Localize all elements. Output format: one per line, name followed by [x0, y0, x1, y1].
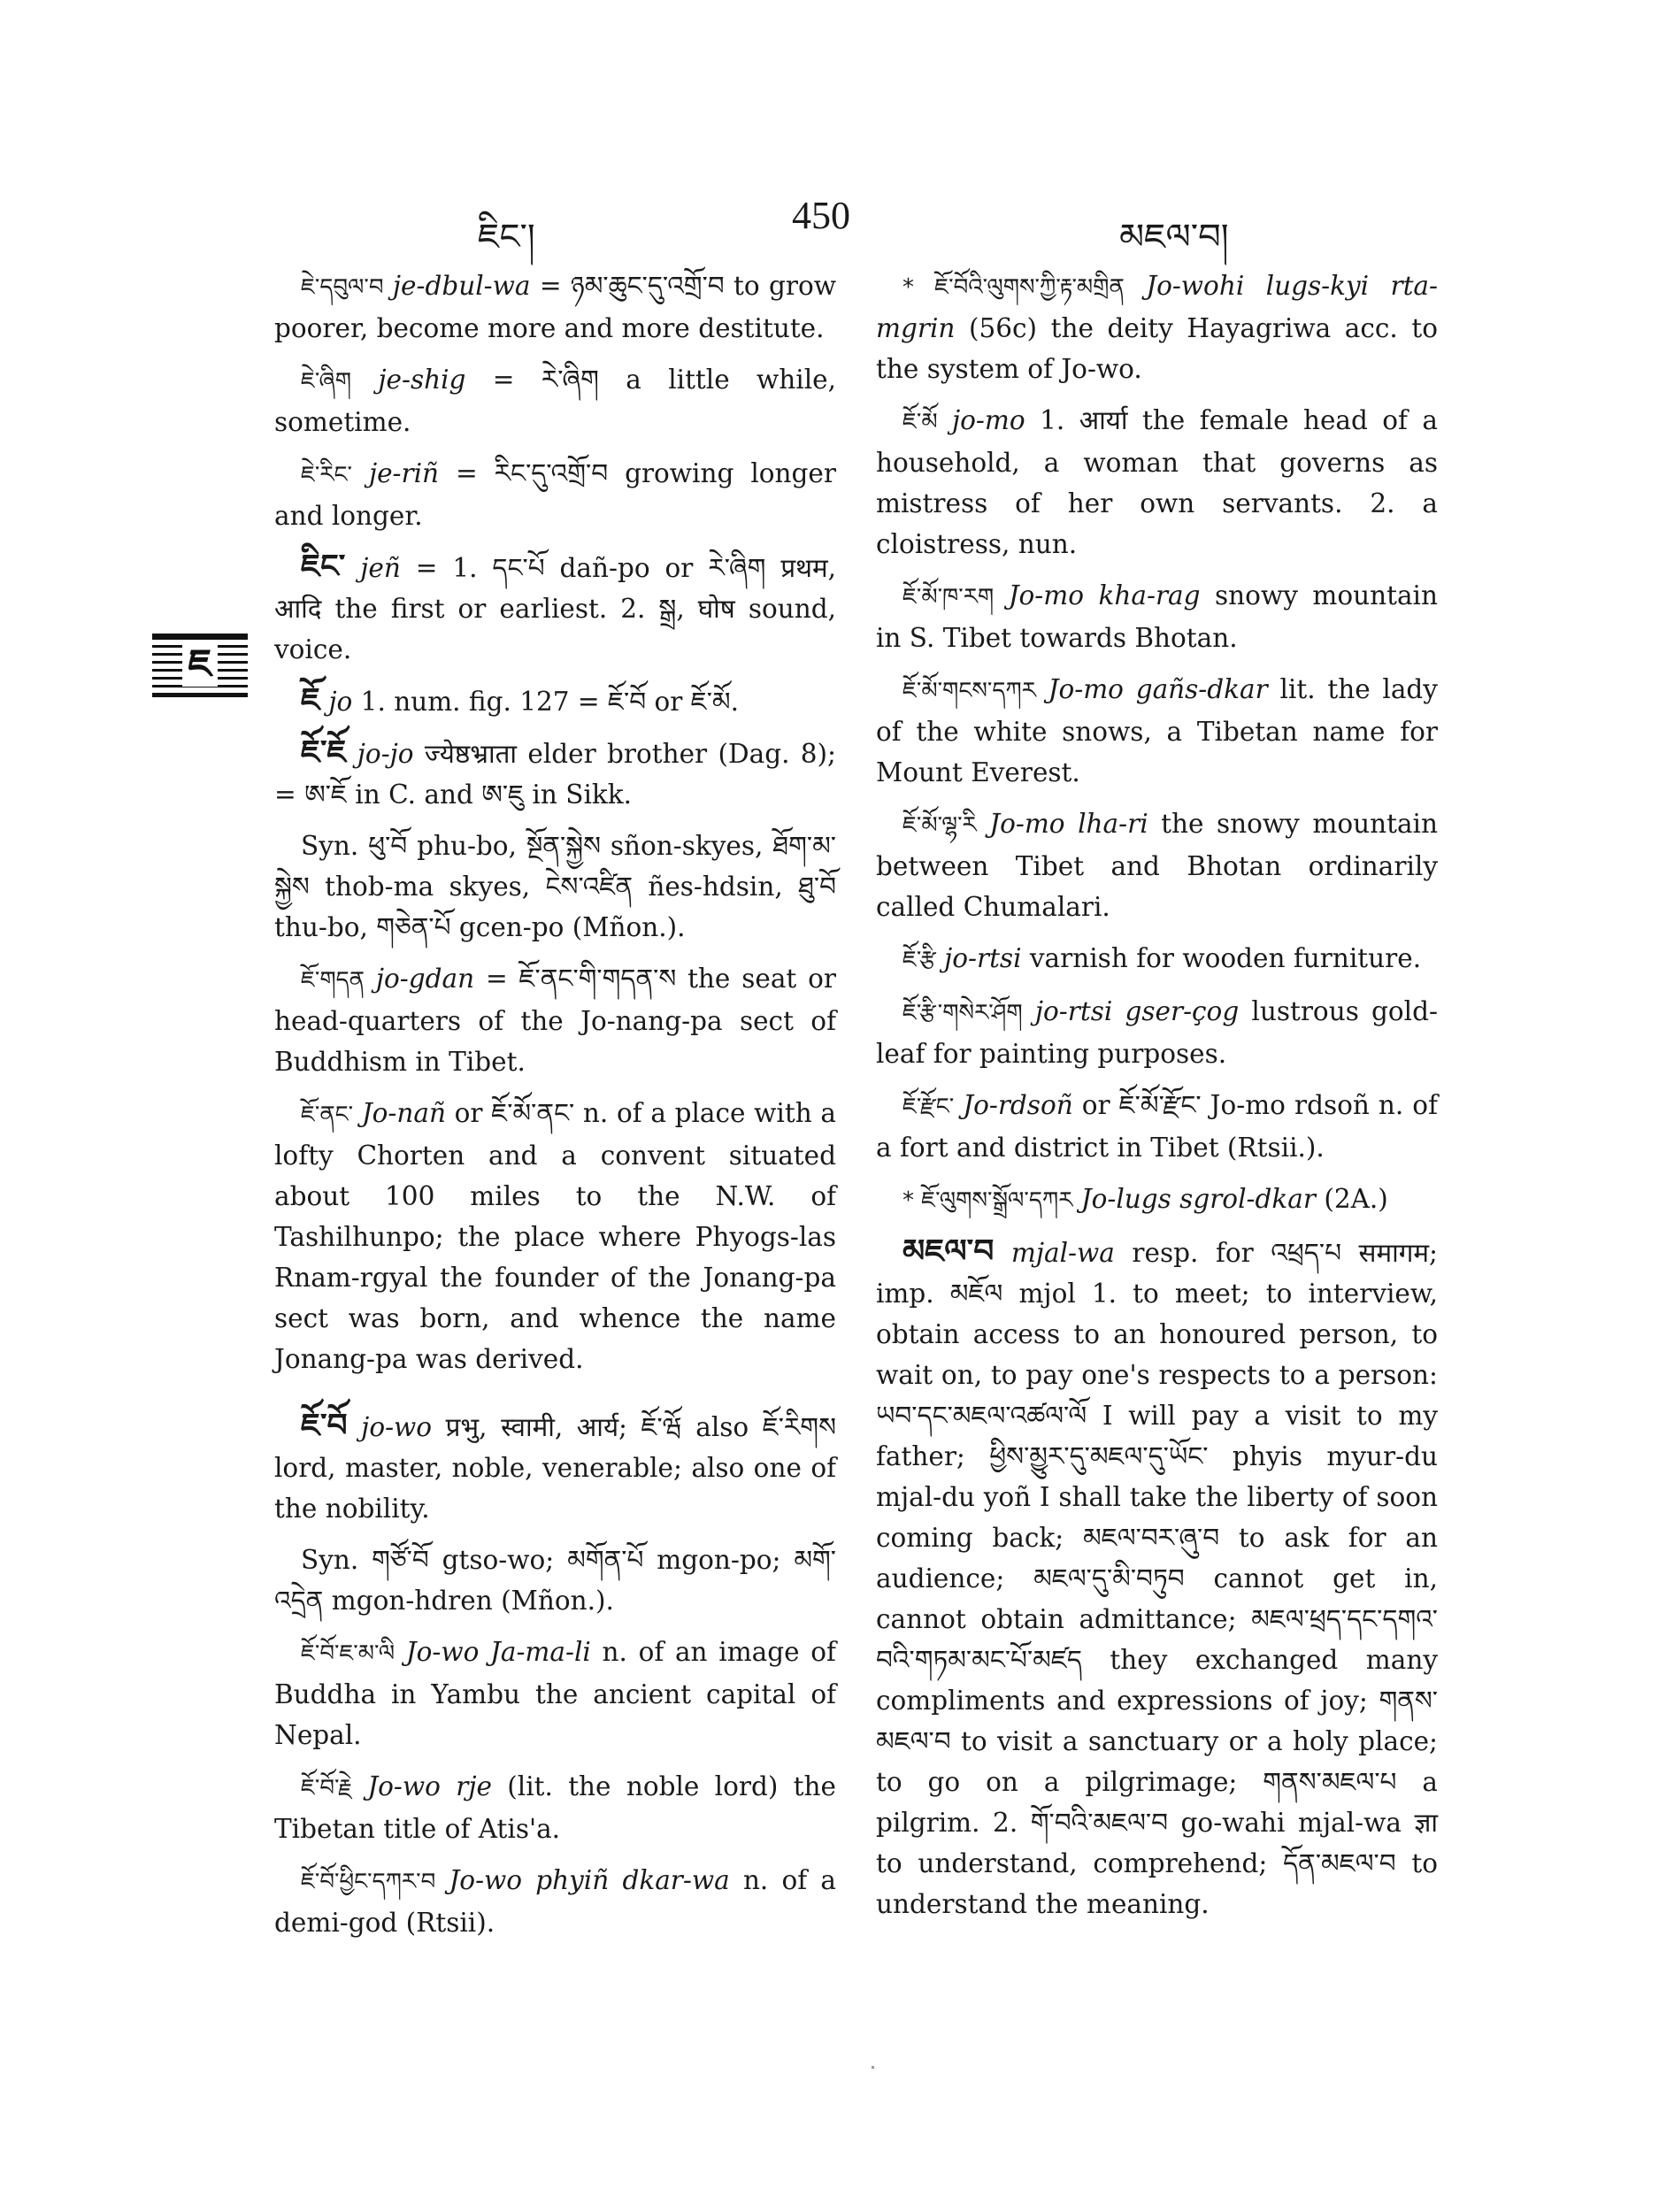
entry-jo: ཇོ jo 1. num. fig. 127 = ཇོ་བོ or ཇོ་མོ. — [301, 682, 740, 718]
entry-je-rin: ཇེ་རིང་ je-riñ = རིང་དུ་འགྲོ་བ growing longer and longer. — [274, 458, 836, 531]
entry-jo-jo: ཇོ་ཇོ jo-jo ज्येष्ठभ्राता elder brother (Dag. 8); = ཨ་ཇོ in C. and ཨ་ཇུ in Sikk. — [274, 734, 836, 810]
entry-jo-mo-gans-dkar: ཇོ་མོ་གངས་དཀར Jo-mo gañs-dkar lit. the lady of the white snows, a Tibetan name for Mount Everest. — [876, 674, 1438, 787]
page-header — [0, 188, 1659, 257]
left-running-headword: ཇིང་། — [478, 217, 535, 257]
entry-jo-wo: ཇོ་བོ jo-wo प्रभु, स्वामी, आर्य; ཇོ་ཝོ also ཇོ་རིགས lord, master, noble, venerable; also one of the nobility. — [274, 1408, 836, 1524]
page-number: 450 — [792, 194, 850, 237]
entry-jo-rdson: ཇོ་རྫོང་ Jo-rdsoñ or ཇོ་མོ་རྫོང་ Jo-mo rdsoñ n. of a fort and district in Tibet (Rtsii.). — [876, 1090, 1438, 1163]
entry-jo-mo: ཇོ་མོ jo-mo 1. आर्या the female head of a household, a woman that governs as mistress of her own servants. 2. a cloistress, nun. — [876, 405, 1438, 559]
entry-je-dbul-wa: ཇེ་དབུལ་བ je-dbul-wa = ཉམ་ཆུང་དུ་འགྲོ་བ to grow poorer, become more and more destitute. — [274, 271, 836, 343]
entry-jo-wo-rje: ཇོ་བོ་རྗེ Jo-wo rje (lit. the noble lord) the Tibetan title of Atis'a. — [274, 1771, 836, 1844]
entry-je-shig: ཇེ་ཞིག je-shig = རེ་ཞིག a little while, sometime. — [274, 365, 836, 437]
entry-jo-nan: ཇོ་ནང་ Jo-nañ or ཇོ་མོ་ནང་ n. of a place with a lofty Chorten and a convent situated about 100 miles to the N.W. of Tashilhunpo; the place where Phyogs-las Rnam-rgyal the founder of the Jonang-pa sect was born, and whence the name Jonang-pa was derived. — [274, 1098, 836, 1374]
page-speck — [872, 2066, 874, 2069]
thumb-index-tab — [152, 634, 248, 697]
entry-jo-mo-kha-rag: ཇོ་མོ་ཁ་རག Jo-mo kha-rag snowy mountain in S. Tibet towards Bhotan. — [876, 580, 1438, 653]
entry-jo-wo-ja-ma-li: ཇོ་བོ་ཇ་མ་ལི Jo-wo Ja-ma-li n. of an image of Buddha in Yambu the ancient capital of Nepal. — [274, 1637, 836, 1750]
entry-jo-wohi-lugs-kyi-rta-mgrin: * ཇོ་བོའི་ལུགས་ཀྱི་རྟ་མགྲིན Jo-wohi lugs-kyi rta-mgrin (56c) the deity Hayagriwa acc. to the system of Jo-wo. — [876, 271, 1438, 384]
entry-jo-wo-phyin-dkar-wa: ཇོ་བོ་ཕྱིང་དཀར་བ Jo-wo phyiñ dkar-wa n. of a demi-god (Rtsii). — [274, 1865, 836, 1938]
right-running-headword: མཇལ་བ། — [1119, 217, 1229, 257]
right-column — [876, 265, 1438, 1935]
left-column — [274, 265, 836, 1954]
entry-jo-rtsi: ཇོ་རྩི jo-rtsi varnish for wooden furniture. — [902, 943, 1422, 973]
entry-jo-mo-lha-ri: ཇོ་མོ་ལྷ་རི Jo-mo lha-ri the snowy mountain between Tibet and Bhotan ordinarily called Chumalari. — [876, 809, 1438, 922]
entry-jo-rtsi-gser-cog: ཇོ་རྩི་གསེར་ཤོག jo-rtsi gser-çog lustrous gold-leaf for painting purposes. — [876, 996, 1438, 1069]
entry-jo-gdan: ཇོ་གདན jo-gdan = ཇོ་ནང་གི་གདན་ས the seat or head-quarters of the Jo-nang-pa sect of Buddhism in Tibet. — [274, 964, 836, 1077]
entry-jen: ཇིང་ jeñ = 1. དང་པོ dañ-po or རེ་ཞིག प्रथम, आदि the first or earliest. 2. སྒྲ, घोष sound, voice. — [274, 549, 836, 664]
thumb-index-letter: ཇ — [182, 642, 218, 687]
entry-jo-jo-synonyms: Syn. ཕུ་བོ phu-bo, སྔོན་སྐྱེས sñon-skyes, ཐོག་མ་སྐྱེས thob-ma skyes, ངེས་འཛིན ñes-hdsin, ཐུ་བོ thu-bo, གཅེན་པོ gcen-po (Mñon.). — [274, 831, 836, 942]
entry-jo-wo-synonyms: Syn. གཙོ་བོ gtso-wo; མགོན་པོ mgon-po; མགོ་འདྲེན mgon-hdren (Mñon.). — [274, 1545, 836, 1616]
entry-jo-lugs-sgrol-dkar: * ཇོ་ལུགས་སྒྲོལ་དཀར Jo-lugs sgrol-dkar (2A.) — [902, 1184, 1388, 1214]
entry-mjal-wa: མཇལ་བ mjal-wa resp. for འཕྲད་པ समागम; imp. མཇོལ mjol 1. to meet; to interview, obtain access to an honoured person, to wait on, to pay one's respects to a person: ཡབ་དང་མཇལ་འཚལ་ལོ I will pay a visit to my father; ཕྱིས་མྱུར་དུ་མཇལ་དུ་ཡོང་ phyis myur-du mjal-du yoñ I shall take the liberty of soon coming back; མཇལ་བར་ཞུ་བ to ask for an audience; མཇལ་དུ་མི་བཏུབ cannot get in, cannot obtain admittance; མཇལ་ཕྲད་དང་དགའ་བའི་གཏམ་མང་པོ་མཛད they exchanged many compliments and expressions of joy; གནས་མཇལ་བ to visit a sanctuary or a holy place; to go on a pilgrimage; གནས་མཇལ་པ a pilgrim. 2. གོ་བའི་མཇལ་བ go-wahi mjal-wa ज्ञा to understand, comprehend; དོན་མཇལ་བ to understand the meaning. — [876, 1233, 1438, 1919]
